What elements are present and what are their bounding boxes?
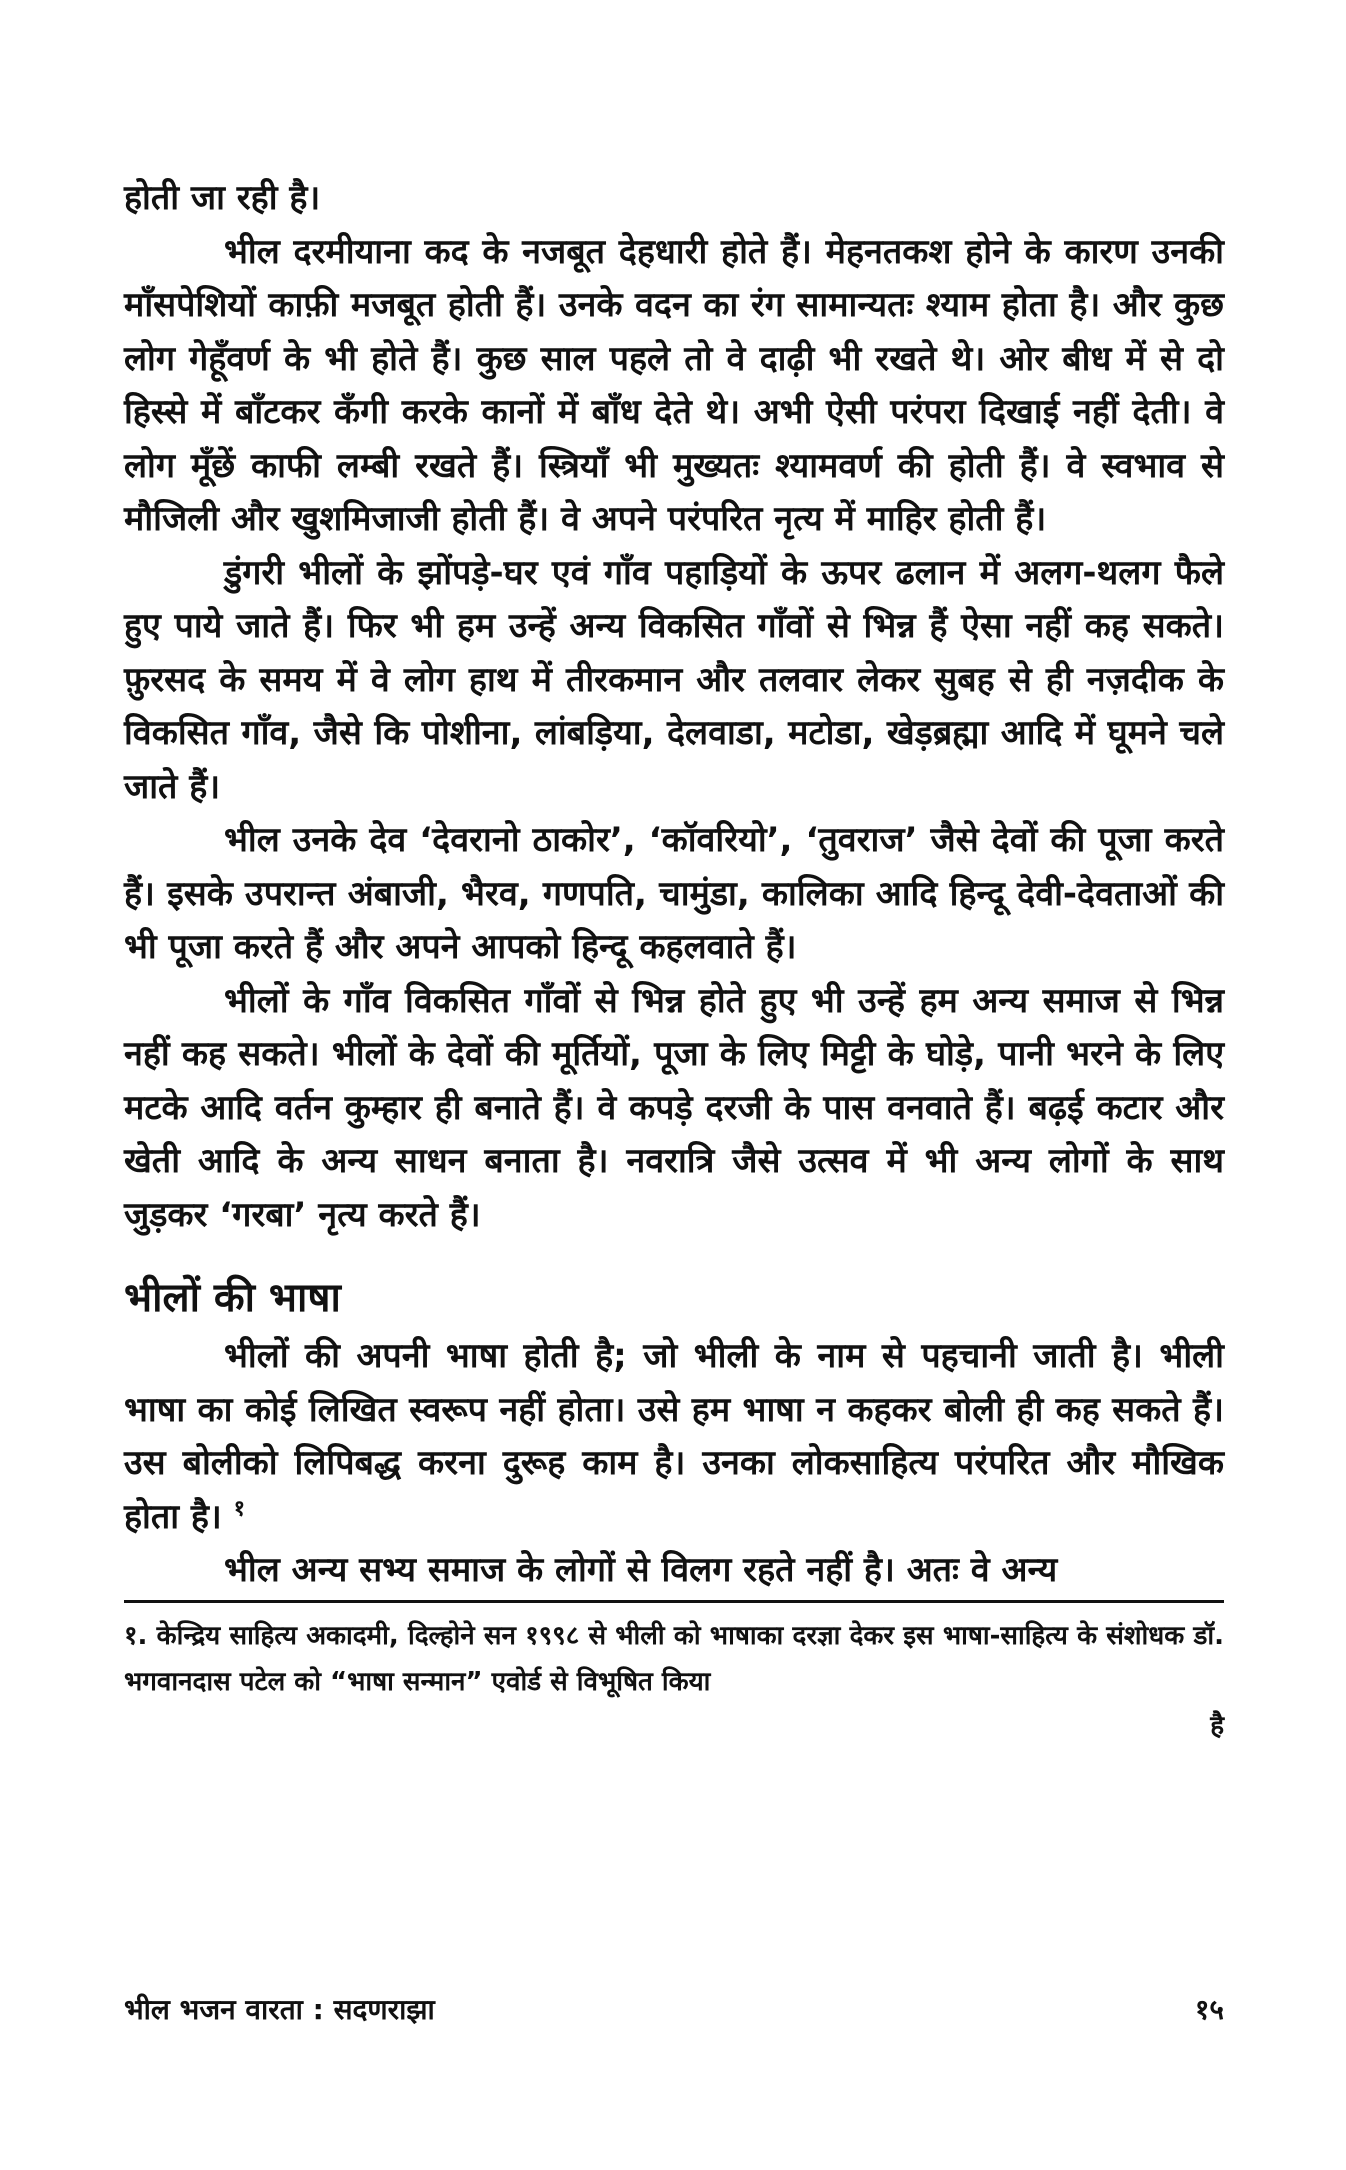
paragraph-language-text: भीलों की अपनी भाषा होती है; जो भीली के नाम से पहचानी जाती है। भीली भाषा का कोई लिखित स्वरूप नहीं होता। उसे हम भाषा न कहकर बोली ही कह सकते हैं। उस बोलीको लिपिबद्ध करना दुरूह काम है। उनका लोकसाहित्य परंपरित और मौखिक होता है। bbox=[124, 1336, 1224, 1537]
paragraph-continues: भील अन्य सभ्य समाज के लोगों से विलग रहते नहीं है। अतः वे अन्य bbox=[224, 1550, 1058, 1590]
page-content bbox=[124, 172, 1224, 2102]
footnote-continuation: है bbox=[1210, 1710, 1224, 1741]
paragraph-society: भीलों के गाँव विकसित गाँवों से भिन्न होते हुए भी उन्हें हम अन्य समाज से भिन्न नहीं कह सकते। भीलों के देवों की मूर्तियों, पूजा के लिए मिट्टी के घोड़े, पानी भरने के लिए मटके आदि वर्तन कुम्हार ही बनाते हैं। वे कपड़े दरजी के पास वनवाते हैं। बढ़ई कटार और खेती आदि के अन्य साधन बनाता है। नवरात्रि जैसे उत्सव में भी अन्य लोगों के साथ जुड़कर ‘गरबा’ नृत्य करते हैं। bbox=[124, 980, 1224, 1235]
paragraph-language bbox=[124, 1330, 1224, 1544]
page-number: १५ bbox=[1194, 1993, 1224, 2026]
paragraph-continuation: होती जा रही है। bbox=[124, 178, 321, 218]
section-heading: भीलों की भाषा bbox=[124, 1275, 341, 1321]
paragraph-physique: भील दरमीयाना कद के नजबूत देहधारी होते हैं। मेहनतकश होने के कारण उनकी माँसपेशियों काफ़ी मजबूत होती हैं। उनके वदन का रंग सामान्यतः श्याम होता है। और कुछ लोग गेहूँवर्ण के भी होते हैं। कुछ साल पहले तो वे दाढ़ी भी रखते थे। ओर बीध में से दो हिस्से में बाँटकर कँगी करके कानों में बाँध देते थे। अभी ऐसी परंपरा दिखाई नहीं देती। वे लोग मूँछें काफी लम्बी रखते हैं। स्त्रियाँ भी मुख्यतः श्यामवर्ण की होती हैं। वे स्वभाव से मौजिली और खुशमिजाजी होती हैं। वे अपने परंपरित नृत्य में माहिर होती हैं। bbox=[124, 231, 1224, 539]
section-text bbox=[124, 1330, 1224, 1598]
page-footer bbox=[124, 1990, 1224, 2028]
footnote-divider bbox=[124, 1600, 1224, 1603]
paragraph-deities: भील उनके देव ‘देवरानो ठाकोर’, ‘कॉवरियो’, ‘तुवराज’ जैसे देवों की पूजा करते हैं। इसके उपरान्त अंबाजी, भैरव, गणपति, चामुंडा, कालिका आदि हिन्दू देवी-देवताओं की भी पूजा करते हैं और अपने आपको हिन्दू कहलवाते हैं। bbox=[124, 820, 1224, 967]
footnote-reference: १ bbox=[233, 1496, 246, 1522]
paragraph-settlements: डुंगरी भीलों के झोंपड़े-घर एवं गाँव पहाड़ियों के ऊपर ढलान में अलग-थलग फैले हुए पाये जाते हैं। फिर भी हम उन्हें अन्य विकसित गाँवों से भिन्न हैं ऐसा नहीं कह सकते। फ़ुरसद के समय में वे लोग हाथ में तीरकमान और तलवार लेकर सुबह से ही नज़दीक के विकसित गाँव, जैसे कि पोशीना, लांबड़िया, देलवाडा, मटोडा, खेड़ब्रह्मा आदि में घूमने चले जाते हैं। bbox=[124, 552, 1224, 807]
footnote: १. केन्द्रिय साहित्य अकादमी, दिल्होने सन १९९८ से भीली को भाषाका दरज्ञा देकर इस भाषा-साहित्य के संशोधक डॉ. भगवानदास पटेल को “भाषा सन्मान” एवोर्ड से विभूषित किया bbox=[124, 1620, 1224, 1697]
main-text bbox=[124, 172, 1224, 1242]
book-title: भील भजन वारता : सदणराझा bbox=[124, 1993, 435, 2026]
